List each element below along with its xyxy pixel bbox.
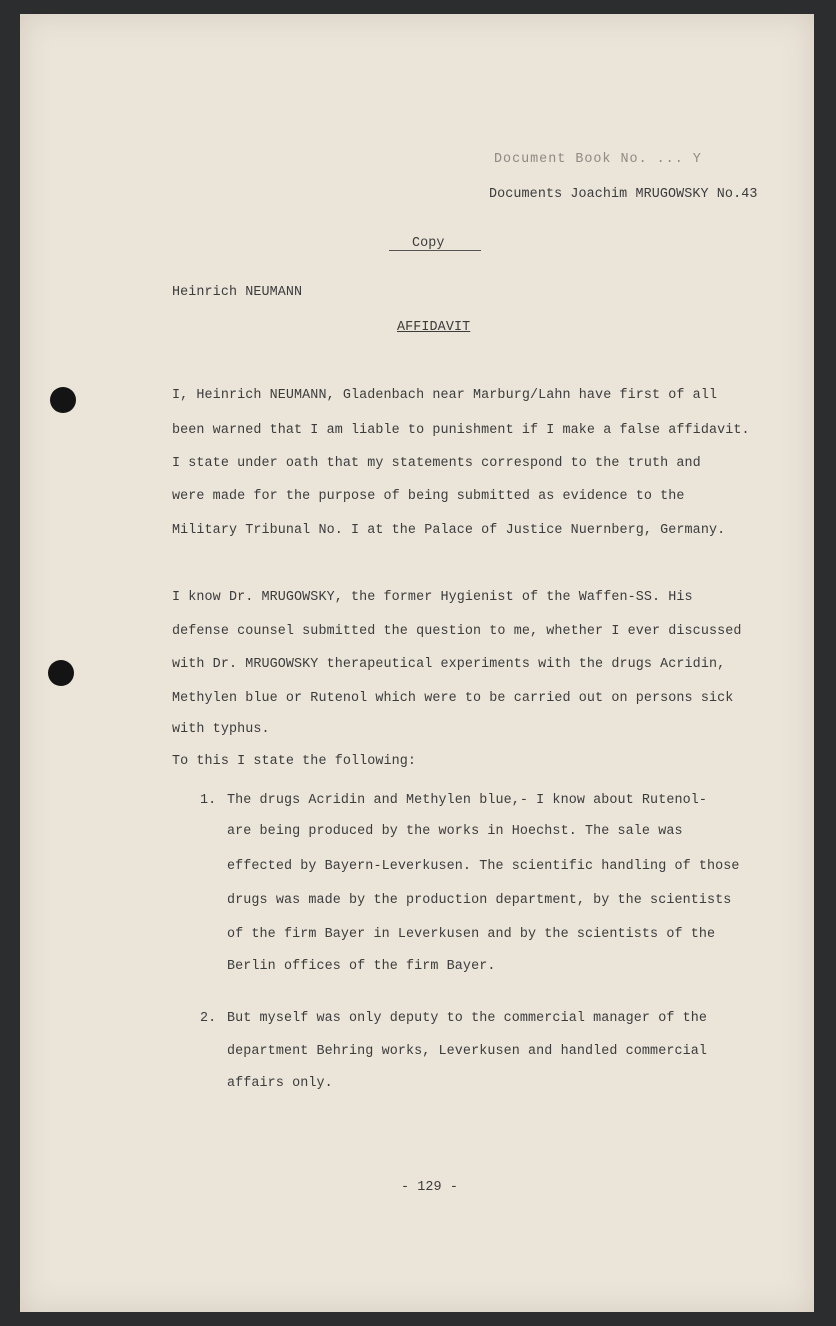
- faint-stamp-text: Document Book No. ... Y: [494, 152, 702, 167]
- author-name: Heinrich NEUMANN: [172, 285, 303, 300]
- item-line: drugs was made by the production department, by the scientists: [227, 893, 732, 908]
- intro-line: were made for the purpose of being submitted as evidence to the: [172, 489, 685, 504]
- copy-underline: [389, 250, 481, 251]
- item-number: 2.: [200, 1011, 217, 1026]
- punch-hole-bottom: [48, 660, 74, 686]
- body-line: defense counsel submitted the question to me, whether I ever discussed: [172, 624, 742, 639]
- item-line: of the firm Bayer in Leverkusen and by the scientists of the: [227, 927, 716, 942]
- intro-line: I state under oath that my statements correspond to the truth and: [172, 456, 701, 471]
- intro-line: Military Tribunal No. I at the Palace of Justice Nuernberg, Germany.: [172, 523, 726, 538]
- item-line: The drugs Acridin and Methylen blue,- I know about Rutenol-: [227, 793, 708, 808]
- copy-label: Copy: [412, 236, 445, 251]
- item-line: are being produced by the works in Hoechst. The sale was: [227, 824, 683, 839]
- body-line: with typhus.: [172, 722, 270, 737]
- item-line: Berlin offices of the firm Bayer.: [227, 959, 496, 974]
- statement-intro: To this I state the following:: [172, 754, 417, 769]
- affidavit-title: AFFIDAVIT: [397, 320, 471, 335]
- item-number: 1.: [200, 793, 217, 808]
- body-line: with Dr. MRUGOWSKY therapeutical experiments with the drugs Acridin,: [172, 657, 726, 672]
- document-reference: Documents Joachim MRUGOWSKY No.43: [489, 187, 758, 202]
- item-line: affairs only.: [227, 1076, 333, 1091]
- body-line: I know Dr. MRUGOWSKY, the former Hygienist of the Waffen-SS. His: [172, 590, 693, 605]
- page-number: - 129 -: [401, 1180, 458, 1195]
- punch-hole-top: [50, 387, 76, 413]
- item-line: department Behring works, Leverkusen and handled commercial: [227, 1044, 708, 1059]
- item-line: But myself was only deputy to the commercial manager of the: [227, 1011, 708, 1026]
- intro-line: I, Heinrich NEUMANN, Gladenbach near Marburg/Lahn have first of all: [172, 388, 718, 403]
- intro-line: been warned that I am liable to punishment if I make a false affidavit.: [172, 423, 750, 438]
- item-line: effected by Bayern-Leverkusen. The scientific handling of those: [227, 859, 740, 874]
- body-line: Methylen blue or Rutenol which were to be carried out on persons sick: [172, 691, 734, 706]
